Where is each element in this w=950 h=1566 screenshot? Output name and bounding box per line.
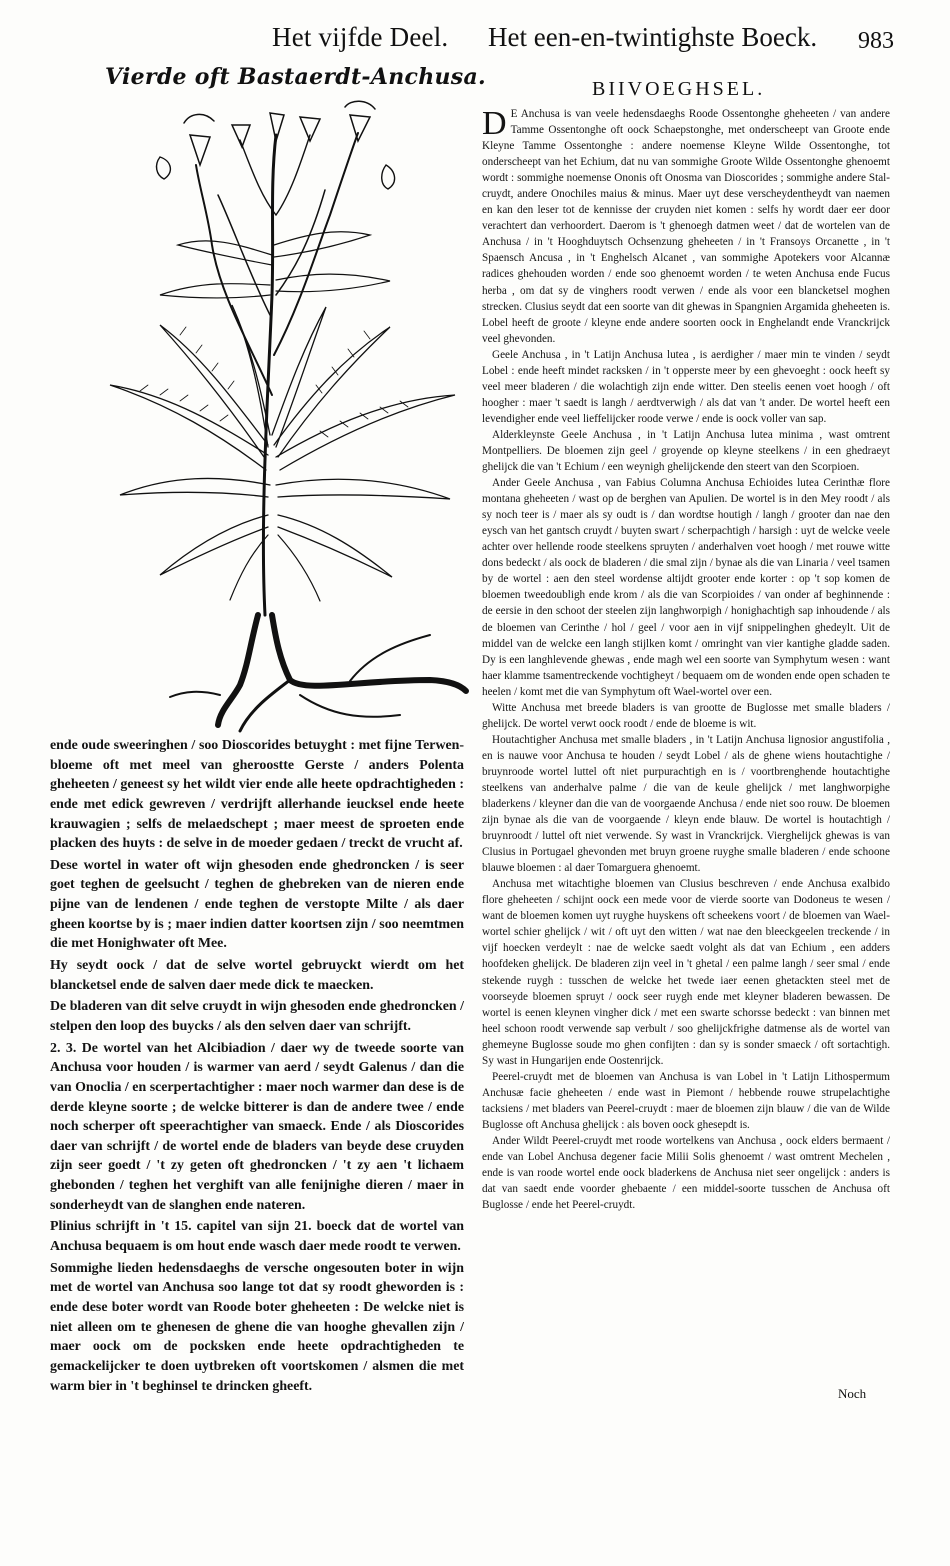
page-number: 983	[858, 28, 894, 54]
paragraph: Hy seydt oock / dat de selve wortel gebruyckt wierdt om het blancketsel ende de salven daer mede dick te maecken.	[50, 958, 464, 993]
drop-cap: D	[482, 105, 507, 142]
paragraph: Ander Geele Anchusa , van Fabius Columna Anchusa Echioides lutea Cerinthæ flore montana gheheeten / wast op de berghen van Apulien. De wortel is in den Mey roodt / als sy noch teer is / maer als sy oudt is / dan wordtse houtigh / langh / grooter dan nae den eysch van het gantsch cruydt / buyten swart / scherpachtigh / harsigh : uyt de welcke veele achter over hellende roode steelkens spruyten / anderhalven voet hoogh / met rouwe witte dons bedeckt / als oock de bladeren / die smal zijn / bynae als die van Linaria / veel tsamen by de wortel : aen den steel wordense altijdt grooter ende korter : op 't sop komen de bloemen tweedoubligh ende krom / als die van Scorpioides / van onder af beghinnende : de eersie in den schoot der steelen zijn langhworpigh / honighachtigh sap inhoudende / als de bloemen van Cerinthe / hol / geel / voor aen in vijf snippelinghen ghedeylt. Uit de middel van de welcke een langh stijlken komt / omringht van vier kantighe gladde saden. Dy is een langhlevende ghewas , ende magh wel een soorte van Symphytum wesen : want haer klamme tsamentreckende vochtigheyt / bequaem om de wonden ende open schaden te heelen / komt met die van Symphytum oft Wael-wortel over een.	[482, 477, 890, 698]
right-column-text	[482, 106, 890, 1213]
left-column-text	[50, 736, 464, 1398]
catchword: Noch	[838, 1386, 867, 1401]
figure-caption: Vierde oft Bastaerdt-Anchusa.	[105, 64, 486, 90]
paragraph: D E Anchusa is van veele hedensdaeghs Roode Ossentonghe gheheeten / van andere Tamme Ossentonghe oft oock Schaepstonghe, met onderscheept van Groote ende Kleyne Tamme Ossentonghe : andere noemense Kleyne Wilde Ossentonghe, tot onderscheept van het Echium, dat nu van sommighe Groote Wilde Ossentonghe ghenoemt wordt : sommighe noemense Ononis oft Onosma van Dioscorides ; sommighe andere Stal-cruydt, andere Onochiles maius & minus. Maer uyt dese verscheydentheydt van naemen en kan den leser tot de kennisse der cruyden niet komen : selfs hy wordt daer eer door verachtert dan verhoordert. Daerom is 't ghenoegh datmen weet / dat de wortelen van de Anchusa / in 't Hooghduytsch Ochsenzung gheheeten / in 't Fransoys Orcanette , in 't Spaensch Ancusa , in 't Enghelsch Alcanet , van sommighe Apotekers voor Alcannæ radices ghehouden worden / ende soo ghenoemt worden / te weten Anchusa ende Fucus herba , om dat sy de vinghers roodt verwen / ende als voor een blancketsel moghen strecken. Clusius seydt dat een soorte van dit ghewas in Spangnien Argamida gheheeten is. Lobel heeft de groote / kleyne ende andere soorten oock in Enghelandt ende Vranckrijck veel ghevonden.	[482, 105, 890, 345]
paragraph: Witte Anchusa met breede bladers is van grootte de Buglosse met smalle bladers / ghelijck. De wortel verwt oock roodt / ende de bloeme is wit.	[482, 701, 890, 730]
running-head-left: Het vijfde Deel.	[272, 22, 449, 52]
paragraph: Anchusa met witachtighe bloemen van Clusius beschreven / ende Anchusa exalbido flore gheheeten / schijnt oock een mede voor de vierde soorte van Dodoneus te wesen / want de bloemen komen uyt ruyghe huyskens oft scheekens voort / de bloemen van Wael-wortel schier ghelijck / wit / oft uyt den witten / wat nae den bleeckgeelen treckende / in vijf hoecken verdeylt : nae de welcke saedt volght als dat van Echium , een adders hoofdeken ghelijck. De bladeren zijn veel in 't ghetal / een palme langh / seer smal / ende stekende ruygh : tusschen de welcke het twede iaer eenen ghetackten steel met de voorseyde bloemen spruyt / oock seer ruygh ende met kleyner bladeren bewassen. De wortel is eenen kleynen vingher dick / met een swarte schorsse bedeckt : van binnen met heel schoon roodt verwende sap verbult / soo ghelijckfrighe datmense als de wortel van ghemeyne Buglosse soude mo ghen confijten : dan sy is sonder smaeck / oft sortachtigh. Sy wast in Hungarijen ende Oostenrijck.	[482, 878, 890, 1067]
paragraph: Ander Wildt Peerel-cruydt met roode wortelkens van Anchusa , oock elders bermaent / ende van Lobel Anchusa degener facie Milii Solis ghenoemt / wast omtrent Mechelen , ende is van roode wortel ende oock bladerkens de Anchusa niet seer ongelijck : anders is dat van saedt ende voorder ghebaente / een middel-soorte tusschen de Anchusa oft Buglosse / ende het Peerel-cruydt.	[482, 1135, 890, 1212]
plant-woodcut-illustration	[100, 95, 470, 735]
paragraph: ende oude sweeringhen / soo Dioscorides betuyght : met fijne Terwen-bloeme oft met meel van gheroostte Gerste / anders Polenta gheheeten / geneest sy het wildt vier ende alle heete opdrachtigheden : ende met edick gewreven / verdrijft allerhande ieucksel ende heete krauwagien ; selfs de melaedschept ; maer meest de sproeten ende placken des huyts : de selve in de moeder gedaen / treckt de vrucht af.	[50, 738, 464, 852]
section-title: BIIVOEGHSEL.	[592, 78, 766, 100]
paragraph: Geele Anchusa , in 't Latijn Anchusa lutea , is aerdigher / maer min te vinden / seydt Lobel : ende heeft mindet racksken / in 't opperste meer by een ghevoeght : oock heeft sy veel meer bladeren / die wolachtigh zijn ende witter. Den steelis eenen voet hoogh / oft hoogher : maer 't saedt is langh / aerdtverwigh / als dat van 't ander. De wortel heeft een levendigher ende veel lieffelijcker roode verwe / ende is oock voller van sap.	[482, 348, 890, 425]
paragraph: Sommighe lieden hedensdaeghs de versche ongesouten boter in wijn met de wortel van Anchusa soo lange tot dat sy roodt gheworden is : ende dese boter wordt van Roode boter gheheeten : De welcke niet is niet alleen om te ghenesen de ghene die van hooghe ghevallen zijn / maer oock om de pocksken ende heete opdrachtigheden te gemackelijcker te doen uytbreken oft voortskomen / alsmen die met warm bier in 't beghinsel te drincken gheeft.	[50, 1260, 464, 1394]
paragraph: Houtachtigher Anchusa met smalle bladers , in 't Latijn Anchusa lignosior angustifolia , en is nauwe voor Anchusa te houden / seydt Lobel / als de ghene wiens houtachtighe / bruynroode wortel luttel oft niet purpurachtigh en is / voortbrenghende houtachtighe steelkens van anderhalve palme / die van de keule ghelijck / met langhworpighe bladerkens / kleyner dan die van de voorgaende Anchusa / ende niet soo rouw. De bloemen zijn bynae als die van de voorgaende / kleyn ende blauw. De wortel is houtachtigh / bruynroodt / luttel oft niet verwende. Sy wast in Vranckrijck. Vierghelijck ghewas is van Clusius in Portugael ghevonden met bruyn groene ruyghe smalle bladeren / ende schoone blauwe bloemen : al daer Tomarguera ghenoemt.	[482, 733, 890, 875]
paragraph: Dese wortel in water oft wijn ghesoden ende ghedroncken / is seer goet teghen de geelsucht / teghen de ghebreken van de nieren ende pijne van de lendenen / ende teghen de verstopte Milte / als daer gheen koortse by is ; maer indien datter koortsen zijn / soo neemtmen die met Honighwater oft Mee.	[50, 857, 464, 952]
paragraph: Plinius schrijft in 't 15. capitel van sijn 21. boeck dat de wortel van Anchusa bequaem is om hout ende wasch daer mede roodt te verwen.	[50, 1219, 464, 1255]
paragraph: Alderkleynste Geele Anchusa , in 't Latijn Anchusa lutea minima , wast omtrent Montpelliers. De bloemen zijn geel / groyende op kleyne steelkens / in een ghedraeyt ghelijck die van 't Echium / een weynigh ghelijckende den steert van den Scorpioen.	[482, 428, 890, 474]
running-head-right: Het een-en-twintighste Boeck.	[488, 22, 818, 52]
paragraph: De bladeren van dit selve cruydt in wijn ghesoden ende ghedroncken / stelpen den loop des buycks / als den selven daer van schrijft.	[50, 999, 464, 1034]
paragraph: 2. 3. De wortel van het Alcibiadion / daer wy de tweede soorte van Anchusa voor houden / is warmer van aerd / seydt Galenus / dan die van Onoclia / en scerpertachtigher : maer noch warmer dan dese is de derde kleyne soorte ; de welcke bitterer is dan de andere twee / ende noch scherper oft speerachtigher van smaeck. Ende / als Dioscorides daer van schrijft / de wortel ende de bladers van beyde dese cruyden zijn seer goedt / 't zy geten oft ghedroncken / 't zy aen 't lichaem ghebonden / teghen het verghift van alle fenijnighe dieren / maer in sonderheydt van de slanghen ende nateren.	[50, 1040, 464, 1213]
paragraph: Peerel-cruydt met de bloemen van Anchusa is van Lobel in 't Latijn Lithospermum Anchusæ facie gheheeten / ende wast in Piemont / hebbende rouwe strupelachtighe tacksiens / met bladers van Peerel-cruydt : maer de bloemen zijn blauw / die van de Wilde Buglosse oft Anchusa ghelijck : als boven oock ghesepdt is.	[482, 1070, 890, 1131]
